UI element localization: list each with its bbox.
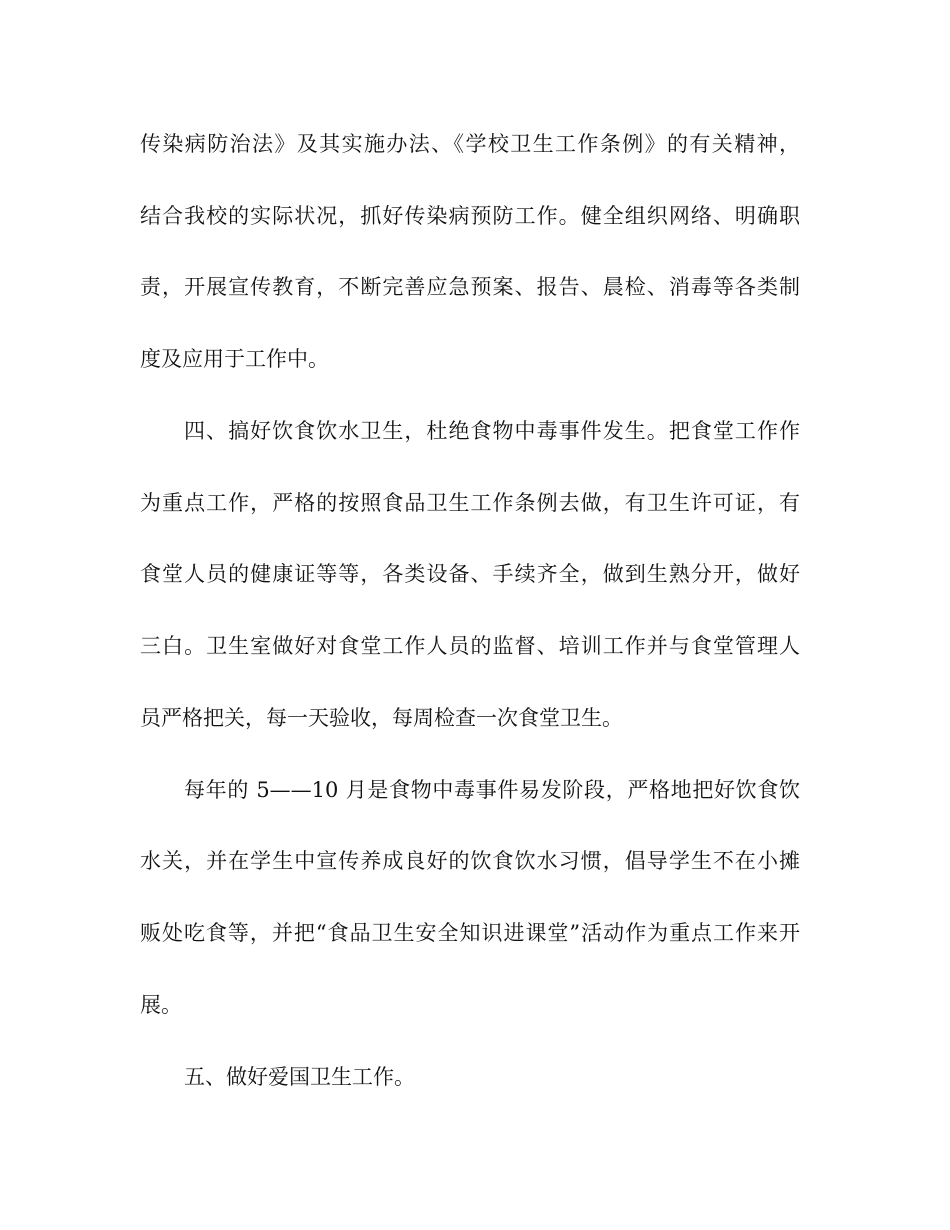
text-line: 员严格把关，每一天验收，每周检查一次食堂卫生。: [140, 706, 623, 730]
text-line: 五、做好爱国卫生工作。: [184, 1065, 415, 1089]
text-line: 食堂人员的健康证等等，各类设备、手续齐全，做到生熟分开，做好: [140, 562, 800, 586]
text-line: 贩处吃食等，并把“食品卫生安全知识进课堂”活动作为重点工作来开: [140, 921, 800, 945]
text-line: 责，开展宣传教育，不断完善应急预案、报告、晨检、消毒等各类制: [140, 275, 800, 299]
text-line: 为重点工作，严格的按照食品卫生工作条例去做，有卫生许可证，有: [140, 491, 800, 515]
text-line: 度及应用于工作中。: [140, 347, 329, 371]
text-line: 结合我校的实际状况，抓好传染病预防工作。健全组织网络、明确职: [140, 204, 800, 228]
text-line: 传染病防治法》及其实施办法、《学校卫生工作条例》的有关精神，: [140, 132, 800, 156]
text-line: 展。: [140, 993, 182, 1017]
text-line: 水关，并在学生中宣传养成良好的饮食饮水习惯，倡导学生不在小摊: [140, 849, 800, 873]
text-line: 每年的 5——10 月是食物中毒事件易发阶段，严格地把好饮食饮: [184, 778, 800, 802]
text-line: 三白。卫生室做好对食堂工作人员的监督、培训工作并与食堂管理人: [140, 634, 800, 658]
text-line: 四、搞好饮食饮水卫生，杜绝食物中毒事件发生。把食堂工作作: [184, 419, 800, 443]
